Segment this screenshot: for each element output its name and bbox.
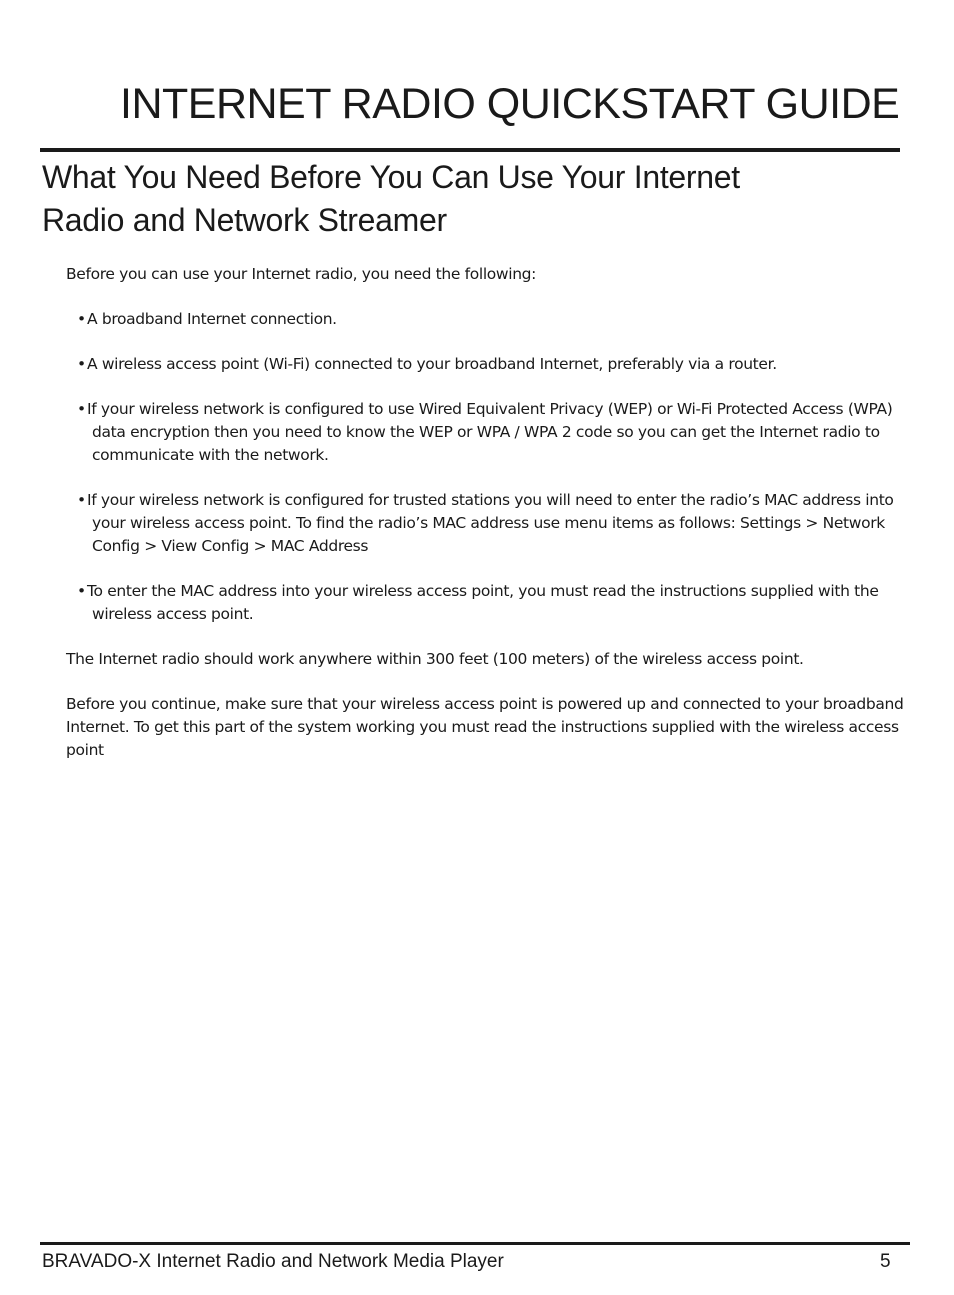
list-item [66, 580, 906, 626]
section-heading: What You Need Before You Can Use Your Internet Radio and Network Streamer [42, 159, 740, 238]
section-body [66, 263, 906, 784]
footer-divider [40, 1242, 910, 1245]
list-item [66, 398, 906, 467]
footer-product-name: BRAVADO-X Internet Radio and Network Media Player [42, 1251, 504, 1272]
list-item [66, 308, 906, 331]
list-item-text: If your wireless network is configured to use Wired Equivalent Privacy (WEP) or Wi-Fi Protected Access (WPA) data encryption then you need to know the WEP or WPA / WPA 2 code so you can get the Internet radio to communicate with the network. [87, 400, 893, 464]
bullet-marker: • [77, 582, 86, 600]
page-title: INTERNET RADIO QUICKSTART GUIDE [120, 80, 900, 128]
range-paragraph: The Internet radio should work anywhere within 300 feet (100 meters) of the wireless access point. [66, 650, 804, 668]
list-item-text: A broadband Internet connection. [87, 310, 337, 328]
requirements-list [66, 308, 906, 626]
title-divider [40, 148, 900, 152]
bullet-marker: • [77, 355, 86, 373]
intro-paragraph: Before you can use your Internet radio, you need the following: [66, 265, 537, 283]
page-number: 5 [880, 1251, 891, 1272]
continue-paragraph: Before you continue, make sure that your wireless access point is powered up and connected to your broadband Internet. To get this part of the system working you must read the instructions supplied with the wireless access point [66, 695, 904, 759]
bullet-marker: • [77, 310, 86, 328]
list-item [66, 353, 906, 376]
list-item-text: A wireless access point (Wi-Fi) connected to your broadband Internet, preferably via a router. [87, 355, 777, 373]
list-item-text: If your wireless network is configured for trusted stations you will need to enter the radio’s MAC address into your wireless access point. To find the radio’s MAC address use menu items as follows: Settings > Network Config > View Config > MAC Address [87, 491, 894, 555]
list-item-text: To enter the MAC address into your wireless access point, you must read the instructions supplied with the wireless access point. [87, 582, 879, 623]
list-item [66, 489, 906, 558]
bullet-marker: • [77, 400, 86, 418]
bullet-marker: • [77, 491, 86, 509]
